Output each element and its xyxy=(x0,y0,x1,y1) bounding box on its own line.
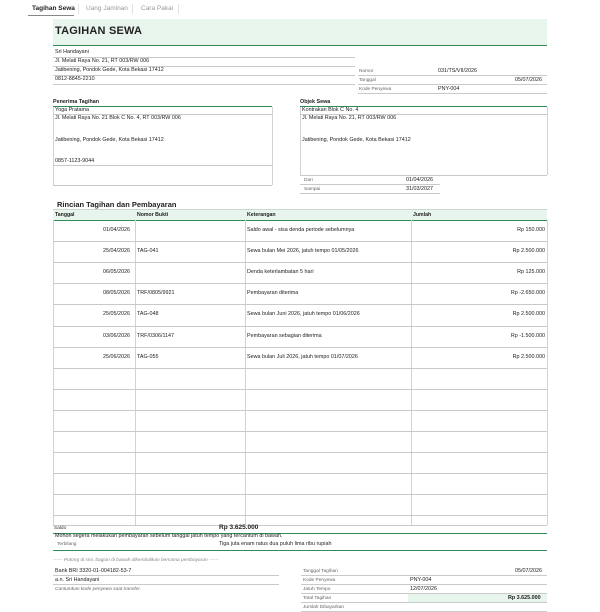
tanggal-value[interactable]: 05/07/2026 xyxy=(515,77,542,83)
object-line-2[interactable]: Jl. Melati Raya No. 21, RT 003/RW 006 xyxy=(302,115,397,121)
row-jumlah[interactable]: Rp 2.500.000 xyxy=(512,311,545,318)
landlord-phone[interactable]: 0812-8845-2210 xyxy=(55,76,95,82)
object-line-3[interactable]: Jatibening, Pondok Gede, Kota Bekasi 17412 xyxy=(302,137,411,143)
slip-jatuh-label: Jatuh Tempo xyxy=(303,587,331,592)
slip-dibayar-label: Jumlah Dibayarkan xyxy=(303,605,345,610)
tenant-address-1[interactable]: Jl. Melati Raya No. 21 Blok C No. 4, RT 003/RW 006 xyxy=(55,115,181,121)
kode-penyewa-label: Kode Penyewa xyxy=(359,87,392,92)
account-holder[interactable]: a.n. Sri Handayani xyxy=(55,577,100,583)
table-column-line xyxy=(547,220,548,525)
slip-tanggal-label: Tanggal Tagihan xyxy=(303,569,338,574)
sampai-value[interactable]: 31/03/2027 xyxy=(406,186,433,192)
row-keterangan[interactable]: Sewa bulan Juni 2026, jatuh tempo 01/06/2026 xyxy=(247,311,360,318)
payment-notice: Mohon segera melakukan pembayaran sebelum tanggal jatuh tempo yang tercantum di bawah. xyxy=(55,533,283,539)
row-nomor-bukti[interactable]: TAG-041 xyxy=(137,248,159,255)
row-keterangan[interactable]: Denda keterlambatan 5 hari xyxy=(247,269,314,276)
tenant-name[interactable]: Yoga Pratama xyxy=(55,107,89,113)
row-jumlah[interactable]: Rp 125.000 xyxy=(517,269,545,276)
row-nomor-bukti[interactable]: TRF/0805/9921 xyxy=(137,290,175,297)
table-column-line xyxy=(135,220,136,525)
invoice-title: TAGIHAN SEWA xyxy=(55,25,143,37)
table-row-line xyxy=(53,347,547,348)
row-nomor-bukti[interactable]: TRF/0306/1147 xyxy=(137,332,175,339)
slip-total-label: Total Tagihan xyxy=(303,596,332,601)
table-row-line xyxy=(53,515,547,516)
table-row-line xyxy=(53,326,547,327)
object-heading: Objek Sewa xyxy=(300,98,547,107)
row-jumlah[interactable]: Rp -1.500.000 xyxy=(510,332,545,339)
slip-tanggal-value[interactable]: 05/07/2026 xyxy=(515,568,542,574)
nomor-value[interactable]: 031/TS/VII/2026 xyxy=(438,68,477,74)
slip-kode-label: Kode Penyewa xyxy=(303,578,336,583)
col-keterangan: Keterangan xyxy=(247,212,276,218)
terbilang-label: Terbilang xyxy=(57,542,77,547)
tab-uang-jaminan[interactable]: Uang Jaminan xyxy=(86,5,128,12)
table-row-line xyxy=(53,410,547,411)
row-tanggal[interactable]: 01/04/2026 xyxy=(103,227,130,233)
saldo-label: Saldo xyxy=(54,526,67,531)
row-keterangan[interactable]: Sewa bulan Juli 2026, jatuh tempo 01/07/2026 xyxy=(247,353,358,360)
row-keterangan[interactable]: Pembayaran sebagian diterima xyxy=(247,332,322,339)
row-tanggal[interactable]: 25/06/2026 xyxy=(103,353,130,360)
table-row-line xyxy=(53,473,547,474)
row-tanggal[interactable]: 06/05/2026 xyxy=(103,269,130,276)
row-keterangan[interactable]: Pembayaran diterima xyxy=(247,290,299,297)
table-row-line xyxy=(53,262,547,263)
dari-label: Dari xyxy=(304,178,313,183)
col-jumlah: Jumlah xyxy=(413,212,432,218)
table-row-line xyxy=(53,368,547,369)
col-nomor-bukti: Nomor Bukti xyxy=(137,212,169,218)
slip-kode-value[interactable]: PNY-004 xyxy=(410,577,432,583)
tenant-heading: Penerima Tagihan xyxy=(53,98,272,107)
invoice-sheet xyxy=(53,18,547,610)
row-tanggal[interactable]: 25/05/2026 xyxy=(103,311,130,318)
cut-line: ------ Potong di sini, bagian di bawah dikembalikan bersama pembayaran ------ xyxy=(53,558,219,563)
nomor-label: Nomor xyxy=(359,69,374,74)
row-jumlah[interactable]: Rp 150.000 xyxy=(517,227,545,233)
table-row-line xyxy=(53,389,547,390)
col-tanggal: Tanggal xyxy=(55,212,75,218)
invoice-title-bar xyxy=(53,19,547,46)
tab-divider xyxy=(132,4,133,14)
row-jumlah[interactable]: Rp 2.500.000 xyxy=(512,248,545,255)
row-keterangan[interactable]: Saldo awal - sisa denda periode sebelumnya xyxy=(247,227,355,233)
slip-total-value[interactable]: Rp 3.625.000 xyxy=(508,595,541,601)
table-column-line xyxy=(245,220,246,525)
table-row-line xyxy=(53,494,547,495)
tab-divider xyxy=(78,4,79,14)
bank-account[interactable]: Bank BRI 3320-01-004182-53-7 xyxy=(55,568,132,574)
tab-bar xyxy=(0,0,600,18)
tenant-address-2[interactable]: Jatibening, Pondok Gede, Kota Bekasi 17412 xyxy=(55,137,164,143)
saldo-amount[interactable]: Rp 3.625.000 xyxy=(219,524,259,531)
row-tanggal[interactable]: 25/04/2026 xyxy=(103,248,130,255)
object-line-1[interactable]: Kontrakan Blok C No. 4 xyxy=(302,107,359,113)
row-tanggal[interactable]: 08/05/2026 xyxy=(103,290,130,297)
landlord-address-2[interactable]: Jatibening, Pondok Gede, Kota Bekasi 17412 xyxy=(55,67,164,73)
kode-penyewa-value[interactable]: PNY-004 xyxy=(438,86,460,92)
terbilang-text: Tiga juta enam ratus dua puluh lima ribu rupiah xyxy=(219,541,332,547)
row-jumlah[interactable]: Rp -2.650.000 xyxy=(510,290,545,297)
sampai-label: Sampai xyxy=(304,187,321,192)
tenant-phone[interactable]: 0857-1123-9044 xyxy=(55,158,95,164)
row-keterangan[interactable]: Sewa bulan Mei 2026, jatuh tempo 01/05/2026 xyxy=(247,248,359,255)
row-tanggal[interactable]: 03/06/2026 xyxy=(103,332,130,339)
row-nomor-bukti[interactable]: TAG-048 xyxy=(137,311,159,318)
table-column-line xyxy=(411,220,412,525)
transfer-hint: Cantumkan kode penyewa saat transfer. xyxy=(55,587,141,592)
active-tab-indicator xyxy=(28,15,74,16)
table-column-line xyxy=(53,220,54,525)
tab-tagihan-sewa[interactable]: Tagihan Sewa xyxy=(32,5,75,12)
section-title: Rincian Tagihan dan Pembayaran xyxy=(57,200,177,209)
table-row-line xyxy=(53,241,547,242)
landlord-address-1[interactable]: Jl. Melati Raya No. 21, RT 003/RW 006 xyxy=(55,58,150,64)
table-row-line xyxy=(53,431,547,432)
row-jumlah[interactable]: Rp 2.500.000 xyxy=(512,353,545,360)
landlord-name[interactable]: Sri Handayani xyxy=(55,49,89,55)
table-row-line xyxy=(53,283,547,284)
tab-divider xyxy=(178,4,179,14)
tab-cara-pakai[interactable]: Cara Pakai xyxy=(141,5,174,12)
table-header xyxy=(53,209,547,221)
slip-jatuh-value[interactable]: 12/07/2026 xyxy=(410,586,437,592)
tanggal-label: Tanggal xyxy=(359,78,376,83)
table-row-line xyxy=(53,304,547,305)
table-row-line xyxy=(53,452,547,453)
dari-value[interactable]: 01/04/2026 xyxy=(406,177,433,183)
row-nomor-bukti[interactable]: TAG-055 xyxy=(137,353,159,360)
